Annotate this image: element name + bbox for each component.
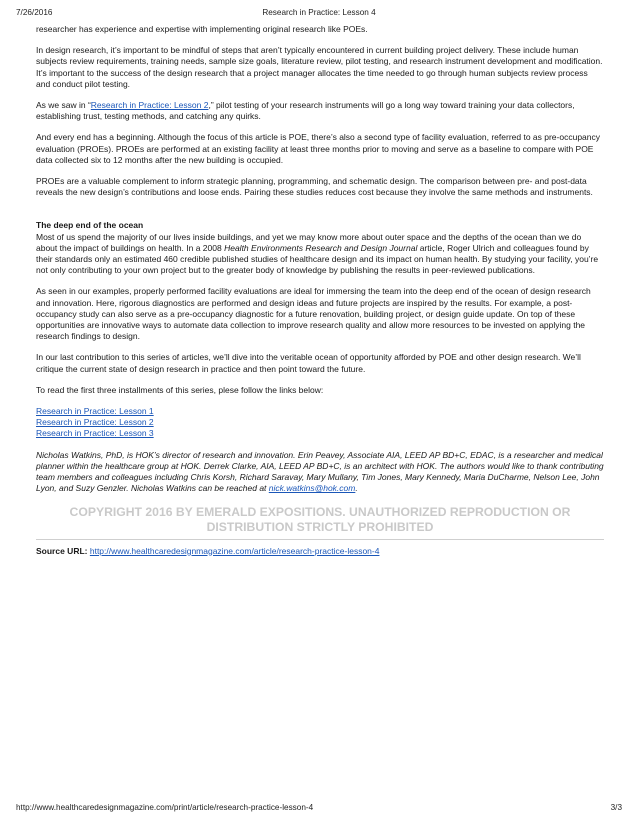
lesson-2-inline-link[interactable]: Research in Practice: Lesson 2 — [90, 100, 209, 111]
paragraph: And every end has a beginning. Although the focus of this article is POE, there’s also a second type of facility evaluation, referred to as pre-occupancy evaluation (PROEs). PROEs are performed at an existing facility at least three months prior to moving and serve as a baseline to compare with POE data collected six to 12 months after the new building is occupied. — [36, 132, 601, 165]
print-date: 7/26/2016 — [16, 8, 53, 17]
footer-url: http://www.healthcaredesignmagazine.com/print/article/research-practice-lesson-4 — [16, 803, 314, 812]
lesson-2-link[interactable]: Research in Practice: Lesson 2 — [36, 417, 154, 428]
lesson-3-link[interactable]: Research in Practice: Lesson 3 — [36, 428, 154, 439]
section-heading: The deep end of the ocean — [36, 220, 144, 231]
print-header — [16, 8, 622, 20]
paragraph: As seen in our examples, properly performed facility evaluations are ideal for immersing the team into the deep end of the ocean of design research and innovation. Here, rigorous diagnostics are performed and design ideas and future projects are inspired by the results. For example, a post-occupancy study can also serve as a pre-occupancy diagnostic for a future renovation, building project, or design guide update. On top of these opportunities are innovative ways to automate data collection to improve research quality and allow more resources to be invested on applying the research findings to design. — [36, 286, 591, 342]
author-bio: Nicholas Watkins, PhD, is HOK’s director of research and innovation. Erin Peavey, Associate AIA, LEED AP BD+C, EDAC, is a researcher and medical planner within the healthcare group at HOK. Derrek Clarke, AIA, LEED AP BD+C, is an architect with HOK. The authors would like to thank contributing team members and colleagues including Chris Korsh, Richard Saravay, Mary Mullany, Tim Jones, Mary Kennedy, Maria DuCharme, Nelson Lee, John Lyon, and Suzy Genzler. Nicholas Watkins can be reached at nick.watkins@hok.com. — [36, 449, 604, 494]
print-title: Research in Practice: Lesson 4 — [262, 8, 376, 17]
lesson-links — [36, 406, 604, 440]
source-label: Source URL: — [36, 545, 88, 556]
paragraph: As we saw in “Research in Practice: Lesson 2,” pilot testing of your research instruments will go a long way toward training your data collectors, establishing trust, testing methods, and catching any quirks. — [36, 100, 575, 122]
lesson-1-link[interactable]: Research in Practice: Lesson 1 — [36, 406, 154, 417]
source-url-link[interactable]: http://www.healthcaredesignmagazine.com/article/research-practice-lesson-4 — [89, 545, 380, 556]
journal-title: Health Environments Research and Design Journal — [224, 242, 418, 253]
spacer — [36, 208, 604, 220]
copyright-notice: COPYRIGHT 2016 BY EMERALD EXPOSITIONS. UNAUTHORIZED REPRODUCTION OR DISTRIBUTION STRICTLY PROHIBITED — [69, 504, 571, 534]
paragraph: In design research, it’s important to be mindful of steps that aren’t typically encountered in current building project delivery. These include human subjects review requirements, training needs, sample size goals, literature review, pilot testing, and research instrument development and modification. It’s important to the success of the design research that a project manager allocates the time needed to go through human subjects review process and conduct pilot testing. — [36, 45, 603, 89]
paragraph: Most of us spend the majority of our lives inside buildings, and yet we may know more about outer space and the depths of the ocean than we do about the impact of buildings on health. In a 2008 Health Environments Research and Design Journal article, Roger Ulrich and colleagues found by their standards only an estimated 460 credible published studies of healthcare design and its impact on human health. By studying your facility, you’re not only contributing to your own project but to the greater body of knowledge by publishing the results in peer-reviewed publications. — [36, 231, 599, 276]
paragraph: In our last contribution to this series of articles, we’ll dive into the veritable ocean of opportunity afforded by POE and other design research. We’ll critique the current state of design research in practice and then point toward the future. — [36, 352, 581, 374]
author-email-link[interactable]: nick.watkins@hok.com — [268, 483, 356, 494]
source-url-line — [36, 546, 604, 557]
print-footer — [16, 803, 622, 815]
article-body — [36, 24, 604, 557]
paragraph: To read the first three installments of this series, plese follow the links below: — [36, 384, 324, 395]
divider — [36, 539, 604, 540]
page-number: 3/3 — [610, 803, 622, 812]
paragraph: PROEs are a valuable complement to inform strategic planning, programming, and schematic design. The comparison between pre- and post-data reveals the new design’s contributions and loose ends. Pairing these studies reduces cost because they involve the same methods and instruments. — [36, 176, 593, 198]
paragraph: researcher has experience and expertise with implementing original research like POEs. — [36, 24, 368, 34]
